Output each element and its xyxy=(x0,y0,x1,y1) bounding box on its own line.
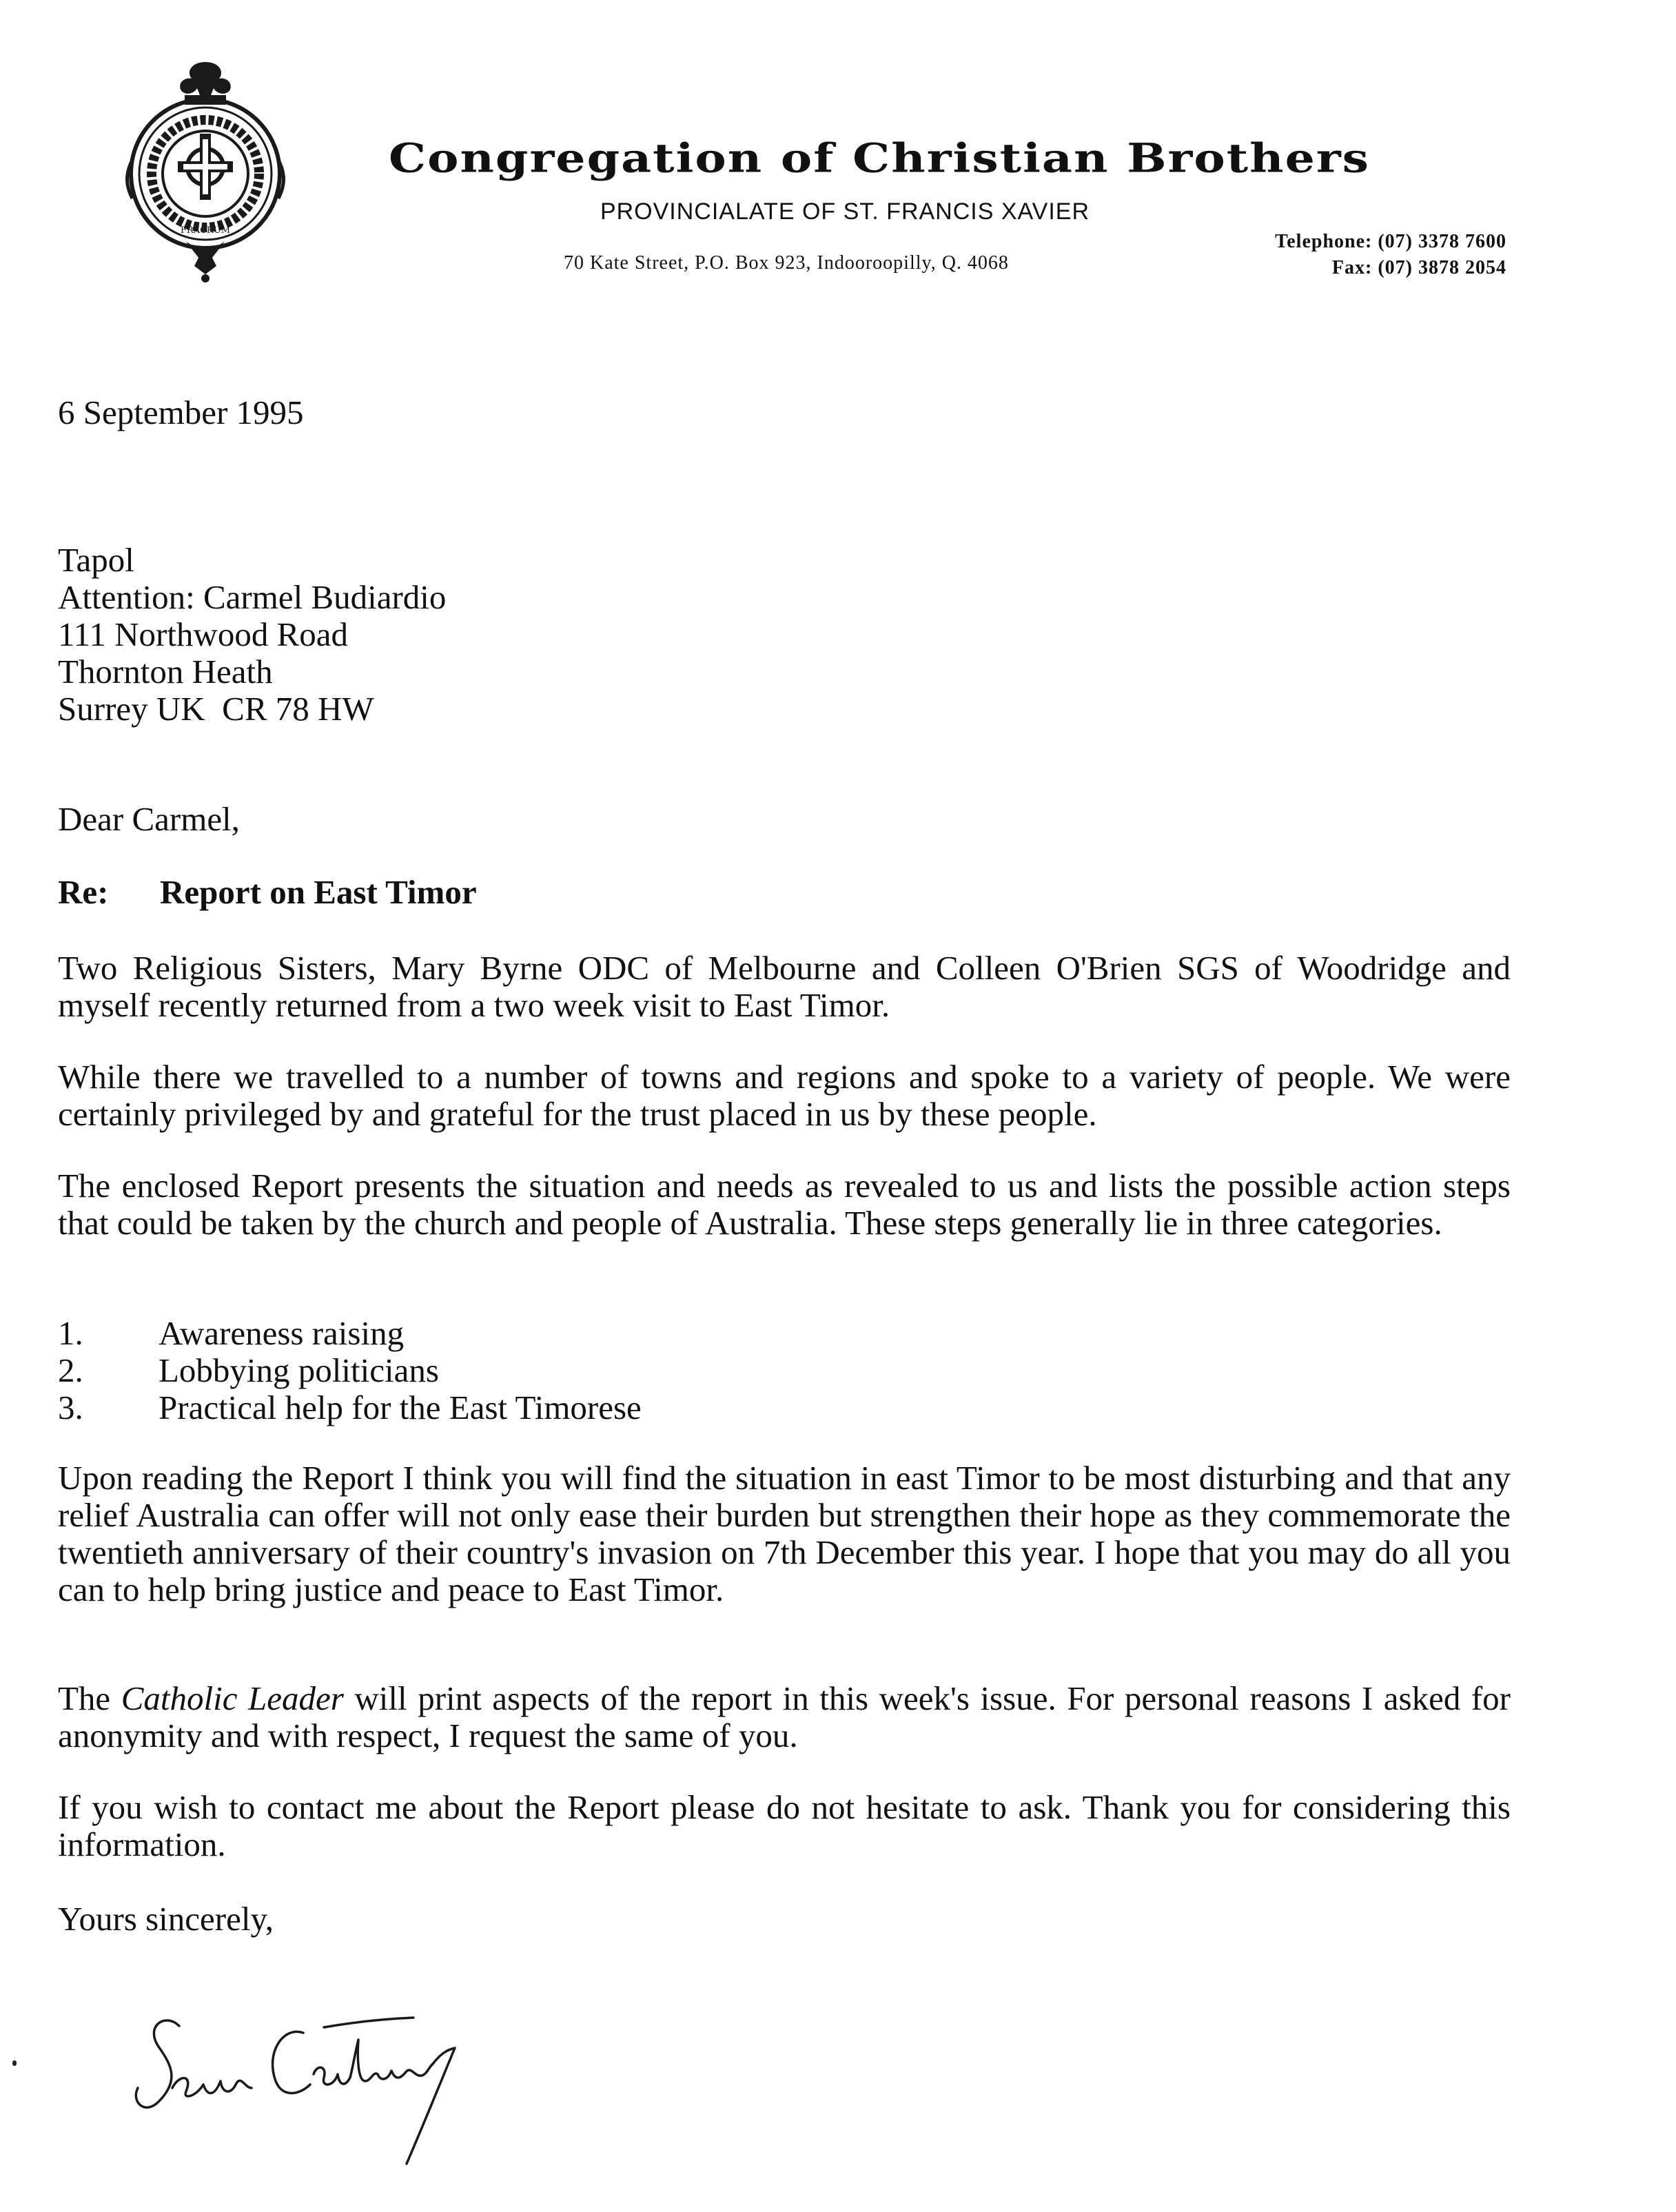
paragraph-2: While there we travelled to a number of towns and regions and spoke to a variety of people. We were certainly privileged by and grateful for the trust placed in us by these people. xyxy=(58,1058,1511,1133)
recipient-line: Attention: Carmel Budiardio xyxy=(58,578,447,616)
closing: Yours sincerely, xyxy=(58,1900,274,1938)
paragraph-5 xyxy=(58,1680,1511,1754)
list-item xyxy=(58,1352,1511,1389)
paragraph-5-start: The xyxy=(58,1679,121,1717)
recipient-line: Thornton Heath xyxy=(58,653,273,690)
telephone-number: Telephone: (07) 3378 7600 xyxy=(1275,231,1506,252)
list-item xyxy=(58,1389,1511,1426)
subject-line xyxy=(58,874,1511,911)
list-text: Lobbying politicians xyxy=(159,1351,439,1389)
list-number: 3. xyxy=(58,1389,83,1426)
list-number: 1. xyxy=(58,1314,83,1352)
fax-number: Fax: (07) 3878 2054 xyxy=(1331,257,1506,278)
paragraph-5-end: will print aspects of the report in this week's issue. For personal reasons I asked for anonymity and with respect, I request the same of you. xyxy=(58,1679,1511,1754)
list-number: 2. xyxy=(58,1351,83,1389)
recipient-line: 111 Northwood Road xyxy=(58,615,348,653)
letterhead-contact xyxy=(1275,229,1506,281)
paragraph-3: The enclosed Report presents the situation and needs as revealed to us and lists the possible action steps that could be taken by the church and people of Australia. These steps generally lie in three categories. xyxy=(58,1167,1511,1242)
paragraph-6: If you wish to contact me about the Report please do not hesitate to ask. Thank you for considering this information. xyxy=(58,1788,1511,1863)
recipient-address xyxy=(58,542,1511,728)
category-list xyxy=(58,1315,1511,1426)
publication-name: Catholic Leader xyxy=(121,1679,344,1717)
list-text: Awareness raising xyxy=(159,1314,405,1352)
recipient-line: Surrey UK CR 78 HW xyxy=(58,690,374,728)
salutation: Dear Carmel, xyxy=(58,800,240,838)
provincialate-line: PROVINCIALATE OF ST. FRANCIS XAVIER xyxy=(600,198,1090,225)
recipient-line: Tapol xyxy=(58,541,134,579)
paragraph-4: Upon reading the Report I think you will find the situation in east Timor to be most disturbing and that any relief Australia can offer will not only ease their burden but strengthen their hope as they commemorate the twentieth anniversary of their country's invasion on 7th December this year. I hope that you may do all you can to help bring justice and peace to East Timor. xyxy=(58,1459,1511,1608)
subject-prefix: Re: xyxy=(58,873,109,911)
letterhead-address: 70 Kate Street, P.O. Box 923, Indooroopilly, Q. 4068 xyxy=(564,252,1009,274)
list-text: Practical help for the East Timorese xyxy=(159,1389,642,1426)
handwritten-signature-icon xyxy=(117,1985,503,2191)
paragraph-1: Two Religious Sisters, Mary Byrne ODC of Melbourne and Colleen O'Brien SGS of Woodridge and myself recently returned from a two week visit to East Timor. xyxy=(58,949,1511,1024)
organization-name: Congregation of Christian Brothers xyxy=(389,135,1370,182)
subject-title: Report on East Timor xyxy=(160,873,477,911)
crest-motto: FRACRUM xyxy=(180,225,231,236)
letter-date: 6 September 1995 xyxy=(58,393,304,431)
list-item xyxy=(58,1315,1511,1352)
stray-mark xyxy=(12,2060,17,2066)
